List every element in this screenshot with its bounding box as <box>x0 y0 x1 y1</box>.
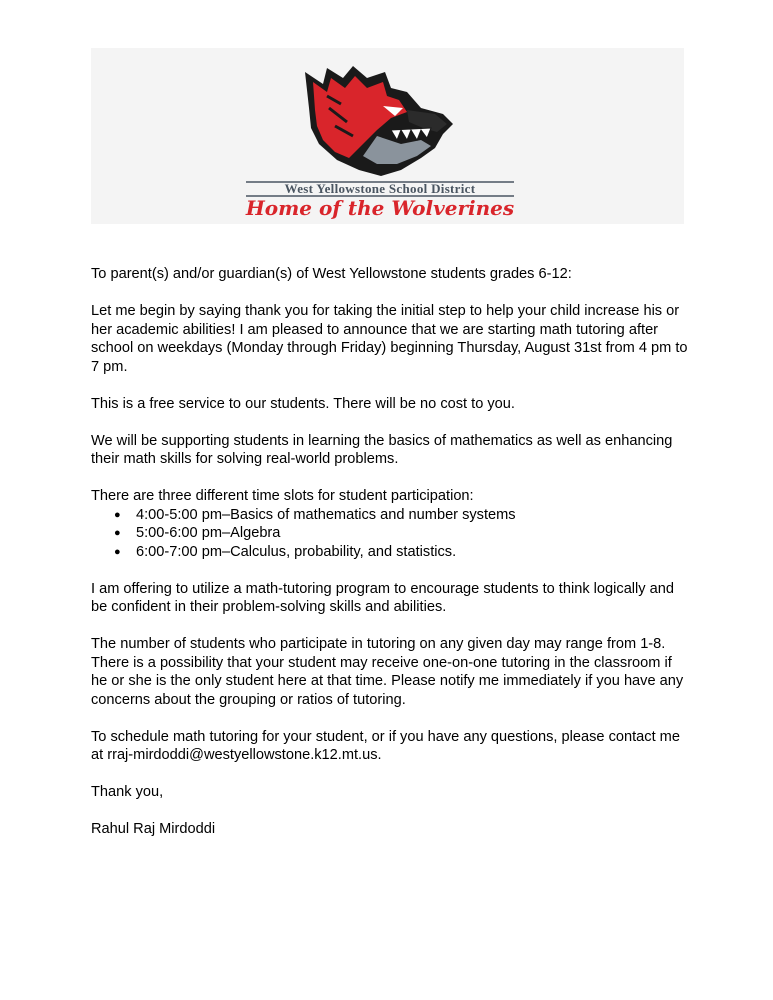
cost-paragraph: This is a free service to our students. There will be no cost to you. <box>91 395 515 412</box>
letter-body <box>91 265 691 857</box>
contact-paragraph: To schedule math tutoring for your student, or if you have any questions, please contact me at rraj-mirdoddi@westyellowstone.k12.mt.us. <box>91 728 680 763</box>
salutation: To parent(s) and/or guardian(s) of West Yellowstone students grades 6-12: <box>91 266 572 282</box>
time-slot-list <box>91 506 691 562</box>
district-logo <box>91 48 684 224</box>
list-item: ● 6:00-7:00 pm–Calculus, probability, and statistics. <box>136 543 691 562</box>
wolverine-mascot-icon <box>305 66 453 176</box>
tagline: Home of the Wolverines <box>245 196 515 220</box>
support-paragraph: We will be supporting students in learning the basics of mathematics as well as enhancing their math skills for solving real-world problems. <box>91 432 673 467</box>
program-paragraph: I am offering to utilize a math-tutoring program to encourage students to think logically and be confident in their problem-solving skills and abilities. <box>91 580 674 615</box>
slots-intro: There are three different time slots for student participation: <box>91 488 474 504</box>
group-size-paragraph: The number of students who participate in tutoring on any given day may range from 1-8. There is a possibility that your student may receive one-on-one tutoring in the classroom if he or she is the only student here at that time. Please notify me immediately if you have any concerns about the grouping or ratios of tutoring. <box>91 636 684 708</box>
closing: Thank you, <box>91 784 164 800</box>
intro-paragraph: Let me begin by saying thank you for taking the initial step to help your child increase his or her academic abilities! I am pleased to announce that we are starting math tutoring after school on weekdays (Monday through Friday) beginning Thursday, August 31st from 4 pm to 7 pm. <box>91 303 688 375</box>
district-name: West Yellowstone School District <box>284 181 476 196</box>
list-item: ● 5:00-6:00 pm–Algebra <box>136 524 691 543</box>
list-item: ● 4:00-5:00 pm–Basics of mathematics and number systems <box>136 506 691 525</box>
signature: Rahul Raj Mirdoddi <box>91 821 216 837</box>
